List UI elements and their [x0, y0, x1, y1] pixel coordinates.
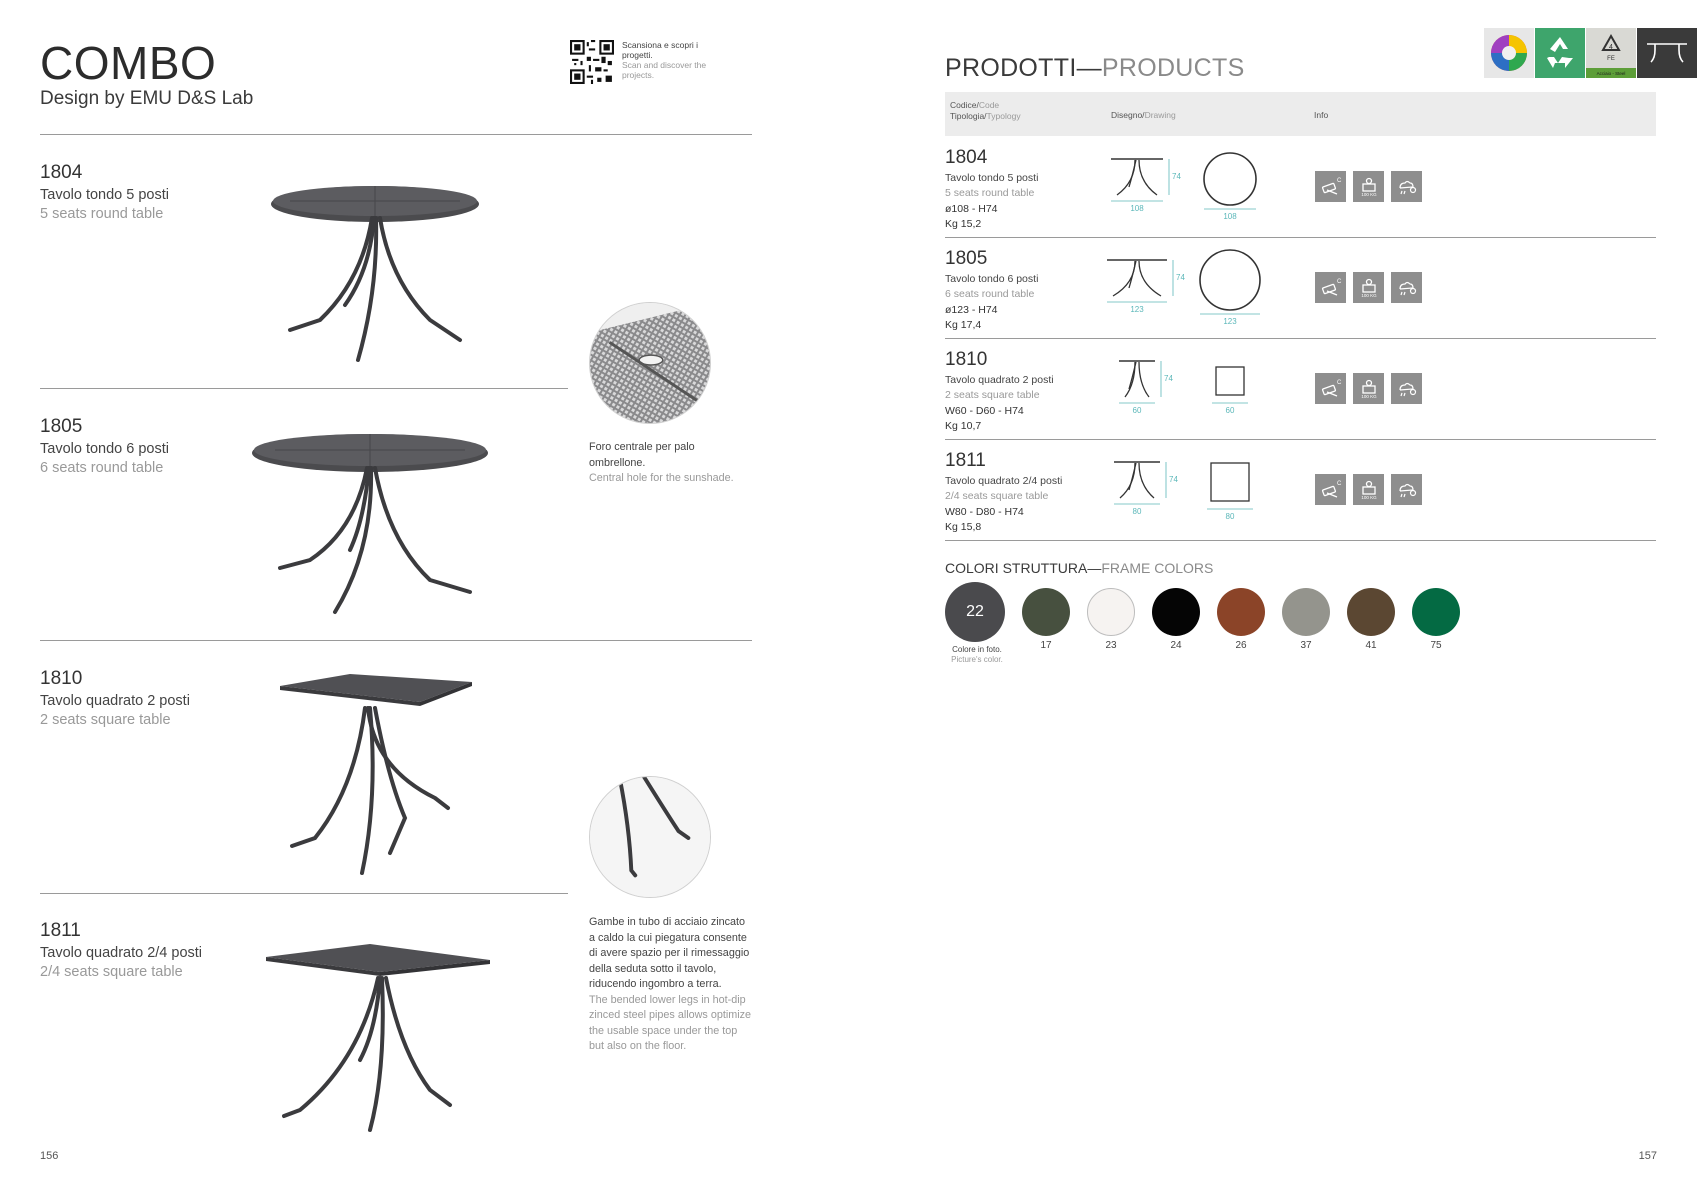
svg-text:C: C: [1336, 379, 1341, 386]
note-umbrella-hole: [589, 440, 754, 487]
picture-color-note: [942, 645, 1012, 665]
height-label: 74: [1164, 374, 1173, 383]
product-block-1805: [40, 416, 169, 476]
divider-1805: [40, 640, 752, 641]
qr-caption: [622, 40, 712, 80]
row-details: [945, 272, 1038, 333]
product-name-en: 2 seats square table: [40, 712, 171, 728]
color-code-label: 23: [1105, 640, 1117, 651]
row-name-en: 5 seats round table: [945, 187, 1035, 200]
header-drawing-it: Disegno/: [1111, 110, 1145, 120]
note-umbrella-hole-it: Foro centrale per palo ombrellone.: [589, 441, 695, 469]
top-width-label: 108: [1223, 212, 1237, 221]
color-code-label: 37: [1300, 640, 1312, 651]
product-block-1804: [40, 162, 169, 222]
row-details: [945, 171, 1038, 232]
technical-drawing: [1105, 137, 1285, 237]
top-view-square: [1216, 367, 1244, 395]
note-bent-legs-it: Gambe in tubo di acciaio zincato a caldo la cui piegatura consente di avere spazio per il rimessaggio della seduta sotto il tavolo, riducendo ingombro a terra.: [589, 916, 750, 990]
top-view-square: [1211, 463, 1249, 501]
color-wheel-icon: [1484, 28, 1534, 78]
color-code-label: 17: [1040, 640, 1052, 651]
row-dimensions: ø108 - H74: [945, 202, 998, 215]
row-name-it: Tavolo quadrato 2/4 posti: [945, 475, 1063, 487]
right-page: [848, 0, 1697, 1200]
row-weight: Kg 15,8: [945, 520, 982, 533]
width-label: 123: [1130, 305, 1144, 314]
side-view-legs: [1120, 463, 1154, 498]
width-label: 108: [1130, 204, 1144, 213]
left-page: [0, 0, 848, 1200]
header-divider: [40, 134, 752, 135]
product-name-en: 5 seats round table: [40, 206, 164, 222]
header-typology-it: Tipologia/: [950, 111, 987, 121]
load-capacity-icon: [1353, 272, 1384, 303]
row-details: [945, 373, 1054, 434]
header-typology-en: Typology: [986, 111, 1021, 121]
picture-color-note-it: Colore in foto.: [952, 645, 1002, 654]
product-code: 1805: [40, 416, 83, 437]
svg-text:C: C: [1336, 480, 1341, 487]
header-code-it: Codice/: [950, 100, 979, 110]
row-name-it: Tavolo tondo 6 posti: [945, 273, 1039, 285]
info-icons: [1315, 474, 1422, 505]
product-name-it: Tavolo tondo 6 posti: [40, 441, 169, 457]
table-photo-1810: [270, 668, 480, 883]
technical-drawing: [1105, 440, 1285, 540]
row-dimensions: W60 - D60 - H74: [945, 404, 1024, 417]
collection-title: COMBO: [40, 37, 217, 89]
color-swatch-41[interactable]: [1347, 588, 1395, 636]
row-code: 1811: [945, 450, 986, 471]
color-swatch-22[interactable]: [945, 582, 1005, 642]
picture-color-note-en: Picture's color.: [951, 655, 1003, 664]
row-code: 1810: [945, 349, 988, 370]
table-photo-1811: [260, 940, 500, 1140]
load-capacity-icon: [1353, 171, 1384, 202]
info-icons: [1315, 373, 1422, 404]
note-bent-legs: [589, 915, 754, 1055]
row-name-en: 2 seats square table: [945, 389, 1040, 402]
info-icons: [1315, 171, 1422, 202]
row-name-it: Tavolo quadrato 2 posti: [945, 374, 1054, 386]
height-label: 74: [1176, 273, 1185, 282]
note-umbrella-hole-en: Central hole for the sunshade.: [589, 472, 734, 484]
load-capacity-icon: [1353, 373, 1384, 404]
load-capacity-icon: [1353, 474, 1384, 505]
load-label: 100 KG: [1360, 494, 1377, 500]
products-title-it: PRODOTTI: [945, 54, 1077, 82]
row-code: 1805: [945, 248, 988, 269]
row-name-en: 6 seats round table: [945, 288, 1035, 301]
stackable-c-icon: [1315, 373, 1346, 404]
header-icons: [1483, 28, 1697, 78]
table-photo-1805: [240, 420, 500, 620]
svg-text:C: C: [1336, 177, 1341, 184]
technical-drawing: [1105, 238, 1285, 338]
product-row-1811: [945, 440, 1656, 541]
product-name-it: Tavolo quadrato 2/4 posti: [40, 945, 203, 961]
header-info: Info: [1314, 110, 1329, 120]
color-swatch-26[interactable]: [1217, 588, 1265, 636]
table-photo-1804: [250, 170, 500, 370]
svg-text:C: C: [1336, 278, 1341, 285]
product-row-1805: [945, 238, 1656, 339]
technical-drawing: [1105, 339, 1285, 439]
divider-1810: [40, 893, 568, 894]
product-name-en: 2/4 seats square table: [40, 964, 183, 980]
top-view-circle: [1200, 250, 1260, 310]
load-label: 100 KG: [1360, 393, 1377, 399]
top-view-circle: [1204, 153, 1256, 205]
detail-image-umbrella-hole: [589, 302, 711, 424]
top-width-label: 123: [1223, 317, 1237, 326]
color-swatch-37[interactable]: [1282, 588, 1330, 636]
stackable-c-icon: [1315, 272, 1346, 303]
stackable-c-icon: [1315, 171, 1346, 202]
product-row-1810: [945, 339, 1656, 440]
width-label: 60: [1132, 406, 1142, 415]
color-code-label: 75: [1430, 640, 1442, 651]
product-code: 1811: [40, 920, 81, 941]
color-swatch-23[interactable]: [1087, 588, 1135, 636]
recycle-icon: [1535, 28, 1585, 78]
side-view-legs: [1117, 160, 1157, 195]
table-frame-icon: [1637, 28, 1697, 78]
width-label: 80: [1132, 507, 1142, 516]
color-code-label: 26: [1235, 640, 1247, 651]
products-title-en: PRODUCTS: [1101, 54, 1245, 82]
detail-image-bent-legs: [589, 776, 711, 898]
designer-credit: Design by EMU D&S Lab: [40, 88, 254, 109]
title-separator: —: [1076, 54, 1102, 82]
color-code-label: 24: [1170, 640, 1182, 651]
colors-separator: —: [1087, 560, 1102, 576]
row-dimensions: ø123 - H74: [945, 303, 998, 316]
products-title: [945, 54, 1245, 83]
product-code: 1810: [40, 668, 83, 689]
color-code-label: 41: [1365, 640, 1377, 651]
frame-colors-title-en: FRAME COLORS: [1101, 560, 1214, 576]
height-label: 74: [1172, 172, 1181, 181]
load-label: 100 KG: [1360, 191, 1377, 197]
info-icons: [1315, 272, 1422, 303]
note-bent-legs-en: The bended lower legs in hot-dip zinced steel pipes allows optimize the usable space under the top but also on the floor.: [589, 993, 752, 1052]
header-code-en: Code: [978, 100, 1000, 110]
weather-resistant-icon: [1391, 373, 1422, 404]
weather-resistant-icon: [1391, 474, 1422, 505]
row-weight: Kg 15,2: [945, 217, 982, 230]
header-code-typology: [950, 100, 1021, 122]
divider-1804: [40, 388, 568, 389]
load-label: 100 KG: [1360, 292, 1377, 298]
top-width-label: 80: [1225, 512, 1235, 521]
side-view-legs: [1125, 362, 1149, 397]
svg-text:4: 4: [1609, 44, 1613, 51]
height-label: 74: [1169, 475, 1178, 484]
fe-label: FE: [1607, 56, 1615, 62]
row-dimensions: W80 - D80 - H74: [945, 505, 1024, 518]
row-name-it: Tavolo tondo 5 posti: [945, 172, 1039, 184]
product-block-1811: [40, 920, 202, 980]
row-name-en: 2/4 seats square table: [945, 490, 1049, 503]
row-details: [945, 474, 1062, 535]
stackable-c-icon: [1315, 474, 1346, 505]
top-width-label: 60: [1225, 406, 1235, 415]
color-swatch-75[interactable]: [1412, 588, 1460, 636]
product-code: 1804: [40, 162, 83, 183]
row-weight: Kg 10,7: [945, 419, 982, 432]
steel-fe-icon: [1586, 28, 1636, 78]
page-number-right: 157: [1638, 1150, 1657, 1162]
frame-colors-title: [945, 560, 1213, 576]
product-name-en: 6 seats round table: [40, 460, 164, 476]
product-block-1810: [40, 668, 190, 728]
weather-resistant-icon: [1391, 171, 1422, 202]
products-table-header: [945, 92, 1656, 136]
frame-colors-title-it: COLORI STRUTTURA: [945, 560, 1088, 576]
product-name-it: Tavolo quadrato 2 posti: [40, 693, 190, 709]
side-view-legs: [1113, 261, 1161, 296]
header-drawing-en: Drawing: [1144, 110, 1176, 120]
weather-resistant-icon: [1391, 272, 1422, 303]
row-weight: Kg 17,4: [945, 318, 982, 331]
qr-caption-it: Scansiona e scopri i progetti.: [622, 40, 699, 60]
header-drawing: [1111, 110, 1176, 120]
color-code-label: 22: [966, 603, 984, 620]
color-swatch-17[interactable]: [1022, 588, 1070, 636]
qr-caption-en: Scan and discover the projects.: [622, 60, 707, 80]
qr-code-icon[interactable]: [570, 40, 614, 84]
product-name-it: Tavolo tondo 5 posti: [40, 187, 169, 203]
page-number-left: 156: [40, 1150, 59, 1162]
color-swatch-24[interactable]: [1152, 588, 1200, 636]
row-code: 1804: [945, 147, 988, 168]
product-row-1804: [945, 137, 1656, 238]
steel-label: Acciaio - Steel: [1596, 71, 1626, 76]
